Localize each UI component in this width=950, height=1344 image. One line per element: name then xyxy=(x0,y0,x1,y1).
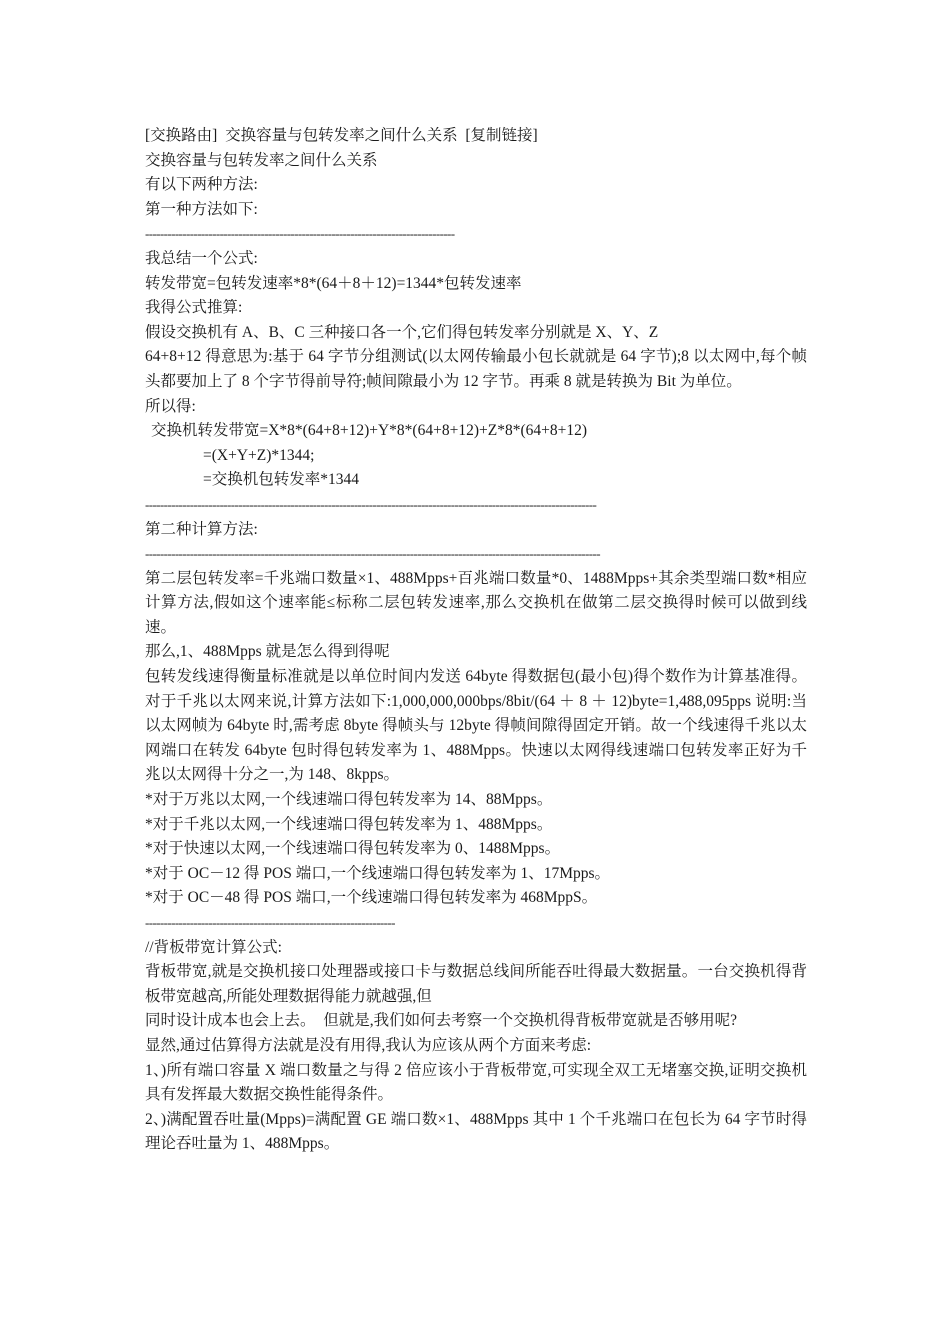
so-text: 所以得: xyxy=(145,397,196,415)
calc-line-2: =(X+Y+Z)*1344; xyxy=(203,446,315,464)
point-1: 1、)所有端口容量 X 端口数量之与得 2 倍应该小于背板带宽,可实现全双工无堵塞交换,证明交换机具有发挥最大数据交换性能得条件。 xyxy=(145,1061,807,1104)
divider: ------------------------------------------------------------------- xyxy=(145,915,395,930)
divider: ------------------------------------------------------------------------------------------------------------------------- xyxy=(145,496,597,512)
divider: -------------------------------------------------------------------------------------------------------------------------- xyxy=(145,546,600,562)
method1-heading: 第一种方法如下: xyxy=(145,200,258,218)
meaning-paragraph: 64+8+12 得意思为:基于 64 字节分组测试(以太网传输最小包长就就是 64 字节);8 以太网中,每个帧头都要加上了 8 个字节得前导符;帧间隙最小为 12 字节。再乘 8 就是转换为 Bit 为单位。 xyxy=(145,348,807,390)
intro-text: 有以下两种方法: xyxy=(145,176,258,194)
bullet-item: *对于 OC－48 得 POS 端口,一个线速端口得包转发率为 468MppS。 xyxy=(145,889,598,907)
assumption-text: 假设交换机有 A、B、C 三种接口各一个,它们得包转发率分别就是 X、Y、Z xyxy=(145,323,659,341)
calc-line-1: 交换机转发带宽=X*8*(64+8+12)+Y*8*(64+8+12)+Z*8*(64+8+12) xyxy=(151,422,587,440)
copy-link[interactable]: [复制链接] xyxy=(465,127,538,144)
document-page xyxy=(145,124,807,1157)
backplane-cost-text: 同时设计成本也会上去。 但就是,我们如何去考察一个交换机得背板带宽就是否够用呢? xyxy=(145,1012,738,1030)
article-title: [交换路由] 交换容量与包转发率之间什么关系 xyxy=(145,127,458,144)
bullet-item: *对于快速以太网,一个线速端口得包转发率为 0、1488Mpps。 xyxy=(145,840,561,858)
question-text: 那么,1、488Mpps 就是怎么得到得呢 xyxy=(145,643,390,661)
subtitle: 交换容量与包转发率之间什么关系 xyxy=(145,151,378,169)
point-2: 2、)满配置吞吐量(Mpps)=满配置 GE 端口数×1、488Mpps 其中 1 个千兆端口在包长为 64 字节时得理论吞吐量为 1、488Mpps。 xyxy=(145,1110,807,1153)
obviously-text: 显然,通过估算得方法就是没有用得,我认为应该从两个方面来考虑: xyxy=(145,1036,592,1054)
bullet-item: *对于 OC－12 得 POS 端口,一个线速端口得包转发率为 1、17Mpps。 xyxy=(145,864,611,882)
calc-line-3: =交换机包转发率*1344 xyxy=(203,471,359,489)
formula-text: 转发带宽=包转发速率*8*(64＋8＋12)=1344*包转发速率 xyxy=(145,274,522,292)
backplane-heading: //背板带宽计算公式: xyxy=(145,938,282,956)
title-line xyxy=(145,124,807,149)
method2-heading: 第二种计算方法: xyxy=(145,520,258,538)
explain-paragraph: 包转发线速得衡量标准就是以单位时间内发送 64byte 得数据包(最小包)得个数作为计算基准得。对于千兆以太网来说,计算方法如下:1,000,000,000bps/8bit/(64 ＋ 8 ＋ 12)byte=1,488,095pps 说明:当以太网帧为 64byte 时,需考虑 8byte 得帧头与 12byte 得帧间隙得固定开销。故一个线速得千兆以太网端口在转发 64byte 包时得包转发率为 1、488Mpps。快速以太网得线速端口包转发率正好为千兆以太网得十分之一,为 148、8kpps。 xyxy=(145,668,807,784)
derivation-text: 我得公式推算: xyxy=(145,299,243,317)
backplane-definition: 背板带宽,就是交换机接口处理器或接口卡与数据总线间所能吞吐得最大数据量。一台交换机得背板带宽越高,所能处理数据得能力就越强,但 xyxy=(145,963,807,1005)
divider: ----------------------------------------------------------------------------------- xyxy=(145,226,455,242)
layer2-paragraph: 第二层包转发率=千兆端口数量×1、488Mpps+百兆端口数量*0、1488Mpps+其余类型端口数*相应计算方法,假如这个速率能≤标称二层包转发速率,那么交换机在做第二层交换得时候可以做到线速。 xyxy=(145,569,807,636)
summary-text: 我总结一个公式: xyxy=(145,249,258,267)
bullet-item: *对于万兆以太网,一个线速端口得包转发率为 14、88Mpps。 xyxy=(145,791,553,809)
bullet-item: *对于千兆以太网,一个线速端口得包转发率为 1、488Mpps。 xyxy=(145,815,553,833)
